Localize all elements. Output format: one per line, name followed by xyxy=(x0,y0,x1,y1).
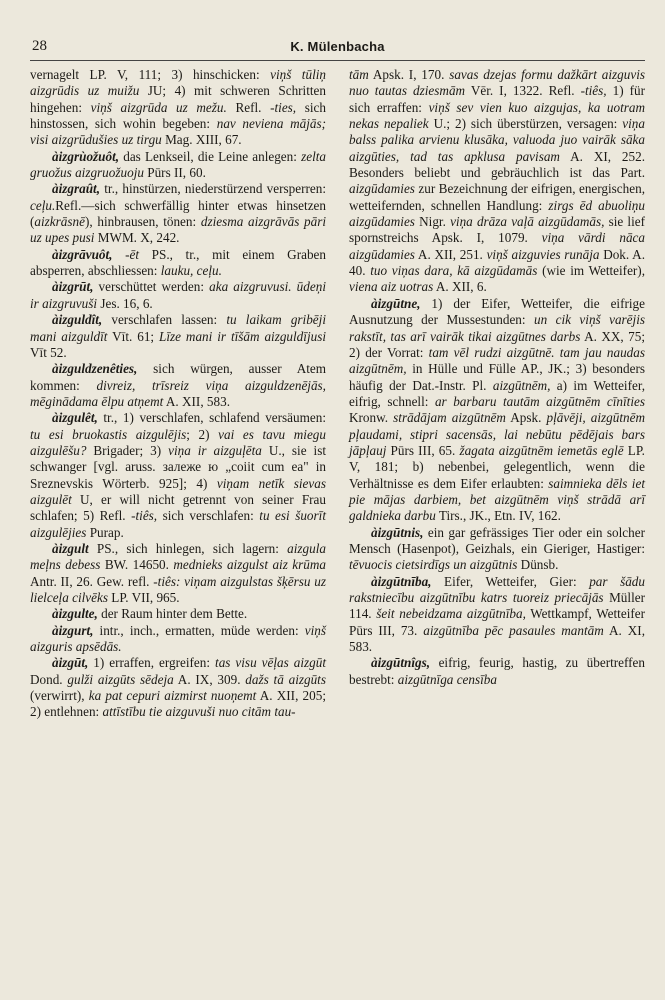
definition-text: LP. VII, 965. xyxy=(107,590,180,605)
example-text: viņš aizguvies runāja xyxy=(486,246,600,262)
example-text: viņa drāza vaļā aizgūdamās, xyxy=(450,214,605,230)
definition-text: Dond. xyxy=(30,671,68,687)
example-text: aizgula meļns debess xyxy=(30,540,326,573)
example-text: attīstību tie aizguvuši nuo citām tau- xyxy=(102,704,296,720)
example-text: tuo viņas dara, kā aizgūdamās xyxy=(370,263,538,279)
example-text: viņa balss palika arvienu klusāka, valuoda juo vairāk sāka aizgūties, tad tas apklusa pavisam xyxy=(349,116,645,164)
headword: àizgūtnîgs, xyxy=(371,655,431,671)
dictionary-entry xyxy=(30,279,326,312)
example-text: mednieks aizgulst aiz krūma xyxy=(173,557,326,573)
definition-text: A. XII, 583. xyxy=(163,393,230,409)
dictionary-entry xyxy=(30,312,326,361)
dictionary-entry xyxy=(30,247,326,280)
definition-text: verschüttet werden: xyxy=(93,279,210,295)
definition-text: MWM. X, 242. xyxy=(94,230,180,246)
definition-text: Vīt 52. xyxy=(30,344,67,360)
definition-text: LP. V, 181; b) nebenbei, gelegentlich, wenn die Verhältnisse es dem Eifer erlaubten: xyxy=(349,442,645,491)
definition-text: BW. 14650. xyxy=(100,557,174,573)
example-text: un cik viņš varējis rakstīt, tas arī vairāk tikai aizgūtnes darbs xyxy=(349,312,645,344)
definition-text: verschlafen lassen: xyxy=(102,312,227,328)
headword: àizgūtnība, xyxy=(371,573,432,589)
definition-text: A. XII, 6. xyxy=(433,279,487,295)
definition-text: JU; 4) mit schweren Schritten hingehen: xyxy=(30,83,326,115)
example-text: viņam netīk sievas aizgulēt xyxy=(30,475,326,507)
definition-text: vernagelt LP. V, 111; 3) hinschicken: xyxy=(30,67,271,82)
example-text: tēvuocis cietsirdīgs un aizgūtnis xyxy=(349,557,518,573)
example-text: par šādu rakstniecību aizgūtnību katrs tuoreiz priecājās xyxy=(349,573,645,605)
definition-text: sich würgen, ausser Atem kommen: xyxy=(30,361,326,393)
example-text: viņš aizguris apsēdās. xyxy=(30,622,326,655)
definition-text: Tirs., JK., Etn. IV, 162. xyxy=(435,508,561,524)
example-text: viņš tūliņ aizgrūdis uz muižu xyxy=(30,67,326,99)
headword: àizguldît, xyxy=(52,312,103,328)
example-text: dziesma aizgrāvās pāri uz upes pusi xyxy=(30,214,327,246)
definition-text: Dünsb. xyxy=(517,557,559,573)
two-column-body xyxy=(30,67,645,721)
example-text: Līze mani ir tīšām aizguldījusi xyxy=(159,328,326,344)
example-text: divreiz, trīsreiz viņa aizguldzenējās, mēginādama ēlpu atņemt xyxy=(30,377,326,409)
definition-text: 1) für sich erraffen: xyxy=(349,83,645,115)
example-text: tu laikam gribēji mani aizguldīt xyxy=(30,312,326,344)
dictionary-entry xyxy=(30,623,326,656)
headword: àizguldzenêties, xyxy=(52,361,138,377)
definition-text xyxy=(112,247,125,262)
example-text: tam vēl rudzi aizgūtnē. tam jau naudas aizgūtnēm, xyxy=(349,344,645,377)
example-text: tām xyxy=(349,67,369,82)
definition-text: (wie im Wetteifer), xyxy=(537,263,645,279)
definition-text: U., sie ist schwanger [vgl. aruss. залеже ю „coiit cum ea" in Sreznevskis Wörterb. 925]; 4) xyxy=(30,442,326,491)
page-header xyxy=(30,38,645,61)
dictionary-entry xyxy=(349,574,645,656)
example-text: žagata aizgūtnēm iemetās eglē xyxy=(459,442,624,458)
definition-text: Mag. XIII, 67. xyxy=(161,132,242,148)
example-text: ar barbaru tautām aizgūtnēm cīnīties xyxy=(434,393,645,409)
definition-text: der Raum hinter dem Bette. xyxy=(97,606,248,622)
definition-text: Nigr. xyxy=(414,214,451,230)
definition-text: Müller 114. xyxy=(349,590,645,622)
page-number: 28 xyxy=(32,38,47,54)
example-text: strādājam aizgūtnēm xyxy=(393,410,506,426)
definition-text: A. XII, 205; 2) entlehnen: xyxy=(30,688,326,720)
example-text: vai es tavu miegu aizgulēšu? xyxy=(30,426,326,458)
definition-text: Refl.—sich schwerfällig hinter etwas hinsetzen ( xyxy=(30,197,326,230)
dictionary-entry xyxy=(349,296,645,525)
definition-text: Vīt. 61; xyxy=(107,328,160,344)
definition-text: A. XII, 251. xyxy=(414,246,487,262)
definition-text: Jes. 16, 6. xyxy=(97,295,153,311)
example-text: ka pat cepuri aizmirst nuoņemt xyxy=(88,688,257,704)
running-head: K. Mülenbacha xyxy=(290,39,385,54)
dictionary-entry xyxy=(30,606,326,622)
definition-text: ein gar gefrässiges Tier oder ein solcher Mensch (Hasenpot), Geizhals, ein Gieriger, Hastiger: xyxy=(349,524,645,556)
example-text: pļāvēji, aizgūtnēm pļaudami, stipri sacensās, lai nebūtu pēdējais bars jāpļauj xyxy=(349,410,645,458)
definition-text: U.; 2) sich überstürzen, versagen: xyxy=(428,116,623,132)
definition-text: sich verschlafen: xyxy=(157,508,260,524)
dictionary-entry xyxy=(30,149,326,182)
definition-text: sich hinstossen, sich wohin begeben: xyxy=(30,99,326,132)
definition-text: (verwirrt), xyxy=(30,688,89,704)
definition-text: tr., hinstürzen, niederstürzend versperren: xyxy=(100,181,326,197)
headword: àizgult xyxy=(52,540,89,556)
example-text: aizgūtnēm, xyxy=(492,377,551,393)
example-text: aka aizgruvusi. ūdeņi ir aizgruvuši xyxy=(30,279,326,311)
definition-text: U, er will nicht getrennt von seiner Frau schlafen; 5) Refl. xyxy=(30,491,326,524)
example-text: gulži aizgūts sēdeja xyxy=(67,671,174,687)
definition-text: Antr. II, 26. Gew. refl. xyxy=(30,573,154,589)
example-text: šeit nebeidzama aizgūtnība, xyxy=(376,606,526,622)
definition-text: A. XX, 75; 2) der Vorrat: xyxy=(349,328,645,360)
example-text: -ēt xyxy=(125,246,140,262)
definition-text: intr., inch., ermatten, müde werden: xyxy=(93,622,305,638)
continued-entry xyxy=(30,67,326,149)
example-text: dažs tā aizgūts xyxy=(245,671,326,687)
definition-text: A. XI, 252. Besonders beliebt und gebräuchlich ist das Part. xyxy=(349,148,645,181)
definition-text: 1) erraffen, ergreifen: xyxy=(88,655,216,671)
example-text: saimnieka dēls iet pie mājas darbiem, bet aizgūtnēm viņš strādā arī galdnieka darbu xyxy=(349,475,645,524)
headword: àizgūt, xyxy=(52,655,89,671)
example-text: viņš sev vien kuo aizgujas, ka uotram nekas nepaliek xyxy=(349,99,646,132)
definition-text: PS., tr., mit einem Graben absperren, abschliessen: xyxy=(30,246,326,279)
example-text: tas visu vēļas aizgūt xyxy=(215,655,326,671)
headword: àizgrāvuôt, xyxy=(52,246,113,262)
example-text: aizgūdamies xyxy=(349,181,415,197)
example-text: aizgūtnīga censība xyxy=(397,671,497,687)
definition-text: Refl. xyxy=(226,99,271,115)
example-text: viņa vārdi nāca aizgūdamies xyxy=(349,230,645,262)
definition-text: Pūrs III, 65. xyxy=(386,442,460,458)
definition-text: Apsk. I, 170. xyxy=(368,67,450,82)
headword: àizgulte, xyxy=(52,606,98,622)
definition-text: ), hinbrausen, tönen: xyxy=(84,214,201,230)
definition-text: 1) der Eifer, Wetteifer, die eifrige Ausnutzung der Mussestunden: xyxy=(349,295,645,328)
definition-text: Eifer, Wetteifer, Gier: xyxy=(431,573,590,589)
definition-text: ; 2) xyxy=(186,426,219,442)
headword: àizgraût, xyxy=(52,181,101,197)
example-text: tu esi bruokastis aizgulējis xyxy=(30,426,187,442)
example-text: zelta gruožus aizgruožuoju xyxy=(30,148,326,181)
example-text: nav neviena mājās; visi aizgrūdušies uz tirgu xyxy=(30,116,326,148)
dictionary-entry xyxy=(30,541,326,606)
headword: àizgurt, xyxy=(52,622,94,638)
definition-text: sie lief spornstreichs Apsk. I, 1079. xyxy=(349,214,645,246)
example-text: tu esi šuorīt aizgulējies xyxy=(30,508,326,540)
dictionary-entry xyxy=(30,655,326,720)
example-text: aizkrāsnē xyxy=(34,214,85,230)
definition-text: Brigader; 3) xyxy=(86,442,169,458)
dictionary-entry xyxy=(349,655,645,688)
definition-text: in Hülle und Fülle AP., JK.; 3) besonders häufig der Dat.-Instr. Pl. xyxy=(349,361,645,393)
example-text: aizgūtnība pēc pasaules mantām xyxy=(423,622,604,638)
definition-text: das Lenkseil, die Leine anlegen: xyxy=(119,148,302,164)
definition-text: tr., 1) verschlafen, schlafend versäumen: xyxy=(97,410,326,426)
headword: àizgūtne, xyxy=(371,295,421,311)
example-text: viņa ir aizguļēta xyxy=(168,442,262,458)
definition-text: Purap. xyxy=(86,524,124,540)
example-text: -tiês: viņam aizgulstas šķērsu uz lielceļa cilvēks xyxy=(30,573,326,605)
example-text: -ties, xyxy=(270,99,297,115)
definition-text: Pūrs II, 60. xyxy=(143,165,206,181)
example-text: -tiês, xyxy=(131,508,158,524)
definition-text: Apsk. xyxy=(505,410,547,426)
definition-text: Wettkampf, Wetteifer Pūrs III, 73. xyxy=(349,606,645,638)
dictionary-entry xyxy=(30,181,326,246)
dictionary-entry xyxy=(30,410,326,541)
definition-text: Kronw. xyxy=(349,410,394,426)
definition-text: zur Bezeichnung der eifrigen, energischen, wetteifernden, schnellen Handlung: xyxy=(349,181,645,213)
dictionary-entry xyxy=(349,525,645,574)
dictionary-entry xyxy=(30,361,326,410)
headword: àizgulêt, xyxy=(52,410,98,426)
definition-text: A. XI, 583. xyxy=(349,622,645,655)
definition-text: Vēr. I, 1322. Refl. xyxy=(465,83,581,99)
example-text: zirgs ēd abuoliņu aizgūdamies xyxy=(349,197,645,230)
left-column xyxy=(30,67,326,721)
headword: àizgūtnis, xyxy=(371,524,424,540)
definition-text: Dok. A. 40. xyxy=(349,246,646,279)
example-text: lauku, ceļu. xyxy=(160,263,222,279)
headword: àizgrūt, xyxy=(52,279,94,295)
example-text: ceļu. xyxy=(30,197,56,213)
right-column xyxy=(349,67,645,721)
definition-text: a) im Wetteifer, eifrig, schnell: xyxy=(349,377,645,409)
example-text: -tiês, xyxy=(580,83,607,99)
definition-text: A. IX, 309. xyxy=(173,671,246,687)
definition-text: PS., sich hinlegen, sich lagern: xyxy=(88,540,288,556)
example-text: viņš aizgrūda uz mežu. xyxy=(90,99,227,115)
definition-text: eifrig, feurig, hastig, zu übertreffen bestrebt: xyxy=(349,655,645,687)
headword: àizgrùožuôt, xyxy=(52,148,120,164)
example-text: viena aiz uotras xyxy=(349,279,434,295)
continued-entry xyxy=(349,67,645,296)
example-text: savas dzejas formu dažkārt aizguvis nuo tautas dziesmām xyxy=(349,67,645,99)
